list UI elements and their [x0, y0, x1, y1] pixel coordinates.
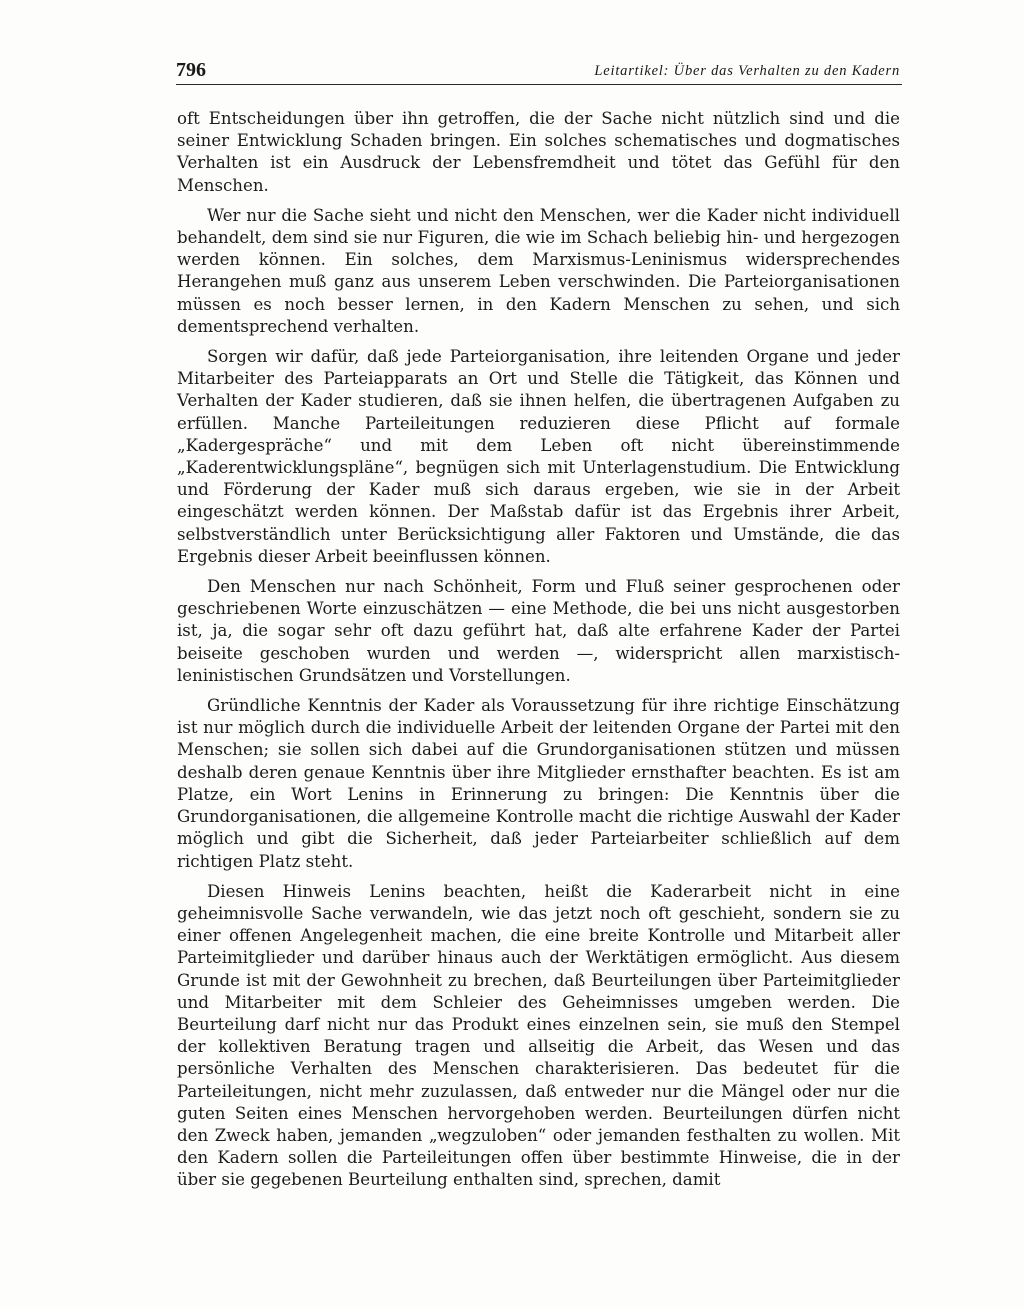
page-number: 796 [176, 59, 206, 81]
paragraph: Den Menschen nur nach Schönheit, Form und Fluß seiner gesprochenen oder geschriebenen Worte einzuschätzen — eine Methode, die bei uns nicht ausgestorben ist, ja, die sogar sehr oft dazu geführt hat, daß alte erfahrene Kader der Partei beiseite geschoben wurden und werden —, widerspricht allen marxistisch-leninistischen Grundsätzen und Vorstellungen. [177, 577, 900, 685]
paragraph: oft Entscheidungen über ihn getroffen, die der Sache nicht nützlich sind und die seiner Entwicklung Schaden bringen. Ein solches schematisches und dogmatisches Verhalten ist ein Ausdruck der Lebensfremdheit und tötet das Gefühl für den Menschen. [177, 109, 900, 195]
page-header [176, 58, 902, 85]
paragraph: Sorgen wir dafür, daß jede Parteiorganisation, ihre leitenden Organe und jeder Mitarbeiter des Parteiapparats an Ort und Stelle die Tätigkeit, das Können und Verhalten der Kader studieren, daß sie ihnen helfen, die übertragenen Aufgaben zu erfüllen. Manche Parteileitungen reduzieren diese Pflicht auf formale „Kadergespräche“ und mit dem Leben oft nicht übereinstimmende „Kaderentwicklungspläne“, begnügen sich mit Unterlagenstudium. Die Entwicklung und Förderung der Kader muß sich daraus ergeben, wie sie in der Arbeit eingeschätzt werden können. Der Maßstab dafür ist das Ergebnis ihrer Arbeit, selbstverständlich unter Berücksichtigung aller Faktoren und Umstände, die das Ergebnis dieser Arbeit beeinflussen können. [177, 347, 900, 566]
paragraph: Wer nur die Sache sieht und nicht den Menschen, wer die Kader nicht individuell behandelt, dem sind sie nur Figuren, die wie im Schach beliebig hin- und hergezogen werden können. Ein solches, dem Marxismus-Leninismus widersprechendes Herangehen muß ganz aus unserem Leben verschwinden. Die Parteiorganisationen müssen es noch besser lernen, in den Kadern Menschen zu sehen, und sich dementsprechend verhalten. [177, 205, 900, 336]
running-title: Leitartikel: Über das Verhalten zu den Kadern [594, 63, 900, 79]
paragraph: Gründliche Kenntnis der Kader als Voraussetzung für ihre richtige Einschätzung ist nur möglich durch die individuelle Arbeit der leitenden Organe der Partei mit den Menschen; sie sollen sich dabei auf die Grundorganisationen stützen und müssen deshalb deren genaue Kenntnis über ihre Mitglieder ernsthafter beachten. Es ist am Platze, ein Wort Lenins in Erinnerung zu bringen: Die Kenntnis über die Grundorganisationen, die allgemeine Kontrolle macht die richtige Auswahl der Kader möglich und gibt die Sicherheit, daß jeder Parteiarbeiter schließlich auf dem richtigen Platz steht. [177, 696, 900, 871]
article-body [177, 108, 900, 1200]
paragraph: Diesen Hinweis Lenins beachten, heißt die Kaderarbeit nicht in eine geheimnisvolle Sache verwandeln, wie das jetzt noch oft geschieht, sondern sie zu einer offenen Angelegenheit machen, die eine breite Kontrolle und Mitarbeit aller Parteimitglieder und darüber hinaus auch der Werktätigen ermöglicht. Aus diesem Grunde ist mit der Gewohnheit zu brechen, daß Beurteilungen über Parteimitglieder und Mitarbeiter mit dem Schleier des Geheimnisses umgeben werden. Die Beurteilung darf nicht nur das Produkt eines einzelnen sein, sie muß den Stempel der kollektiven Beratung tragen und allseitig die Arbeit, das Wesen und das persönliche Verhalten des Menschen charakterisieren. Das bedeutet für die Parteileitungen, nicht mehr zuzulassen, daß entweder nur die Mängel oder nur die guten Seiten eines Menschen hervorgehoben werden. Beurteilungen dürfen nicht den Zweck haben, jemanden „wegzuloben“ oder jemanden festhalten zu wollen. Mit den Kadern sollen die Parteileitungen offen über bestimmte Hinweise, die in der über sie gegebenen Beurteilung enthalten sind, sprechen, damit [177, 881, 900, 1190]
